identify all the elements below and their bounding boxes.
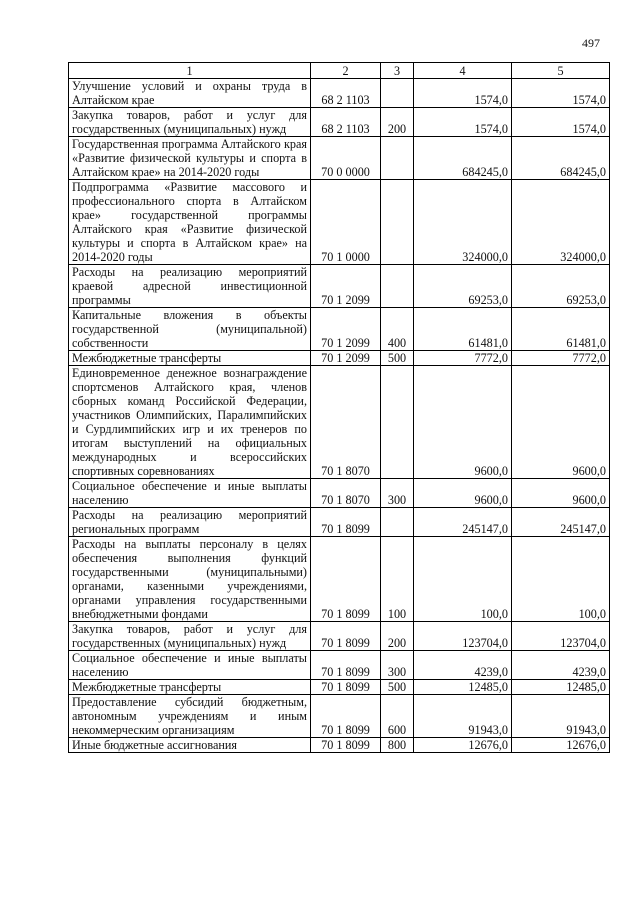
table-row	[69, 738, 610, 753]
row-value-col4: 61481,0	[414, 308, 512, 351]
row-code: 70 1 8099	[311, 680, 381, 695]
header-col-5: 5	[512, 63, 610, 79]
row-name: Предоставление субсидий бюджетным, автономным учреждениям и иным некоммерческим организациям	[69, 695, 311, 738]
row-code: 70 1 8099	[311, 651, 381, 680]
table-row	[69, 108, 610, 137]
row-type	[381, 265, 414, 308]
table-row	[69, 479, 610, 508]
row-value-col5: 7772,0	[512, 351, 610, 366]
row-value-col4: 9600,0	[414, 366, 512, 479]
row-name: Социальное обеспечение и иные выплаты населению	[69, 651, 311, 680]
row-type: 400	[381, 308, 414, 351]
row-code: 70 1 2099	[311, 351, 381, 366]
row-value-col5: 1574,0	[512, 79, 610, 108]
row-value-col5: 324000,0	[512, 180, 610, 265]
row-type: 600	[381, 695, 414, 738]
budget-table	[68, 62, 610, 753]
row-value-col5: 1574,0	[512, 108, 610, 137]
row-name: Межбюджетные трансферты	[69, 680, 311, 695]
header-col-1: 1	[69, 63, 311, 79]
table-row	[69, 366, 610, 479]
row-value-col4: 69253,0	[414, 265, 512, 308]
row-code: 70 1 8099	[311, 622, 381, 651]
row-type	[381, 366, 414, 479]
table-row	[69, 537, 610, 622]
row-code: 68 2 1103	[311, 108, 381, 137]
row-code: 70 1 8099	[311, 508, 381, 537]
row-value-col5: 12676,0	[512, 738, 610, 753]
row-value-col4: 123704,0	[414, 622, 512, 651]
table-row	[69, 680, 610, 695]
row-name: Иные бюджетные ассигнования	[69, 738, 311, 753]
table-row	[69, 308, 610, 351]
row-value-col4: 9600,0	[414, 479, 512, 508]
row-name: Государственная программа Алтайского края «Развитие физической культуры и спорта в Алтайском крае» на 2014-2020 годы	[69, 137, 311, 180]
table-row	[69, 508, 610, 537]
row-value-col5: 69253,0	[512, 265, 610, 308]
row-code: 70 1 2099	[311, 265, 381, 308]
row-value-col5: 100,0	[512, 537, 610, 622]
row-name: Расходы на реализацию мероприятий краевой адресной инвестиционной программы	[69, 265, 311, 308]
row-name: Капитальные вложения в объекты государственной (муниципальной) собственности	[69, 308, 311, 351]
row-type: 500	[381, 680, 414, 695]
header-col-3: 3	[381, 63, 414, 79]
table-row	[69, 265, 610, 308]
row-value-col4: 100,0	[414, 537, 512, 622]
row-type: 800	[381, 738, 414, 753]
row-code: 70 1 8070	[311, 366, 381, 479]
table-row	[69, 79, 610, 108]
row-value-col5: 245147,0	[512, 508, 610, 537]
row-value-col4: 4239,0	[414, 651, 512, 680]
table-row	[69, 137, 610, 180]
row-type	[381, 137, 414, 180]
row-name: Межбюджетные трансферты	[69, 351, 311, 366]
row-name: Расходы на выплаты персоналу в целях обеспечения выполнения функций государственными (муниципальными) органами, казенными учреждениями, органами управления государственными внебюджетными фондами	[69, 537, 311, 622]
row-code: 70 1 2099	[311, 308, 381, 351]
row-name: Социальное обеспечение и иные выплаты населению	[69, 479, 311, 508]
row-value-col4: 91943,0	[414, 695, 512, 738]
row-value-col5: 9600,0	[512, 479, 610, 508]
row-value-col4: 324000,0	[414, 180, 512, 265]
row-value-col5: 61481,0	[512, 308, 610, 351]
row-name: Закупка товаров, работ и услуг для государственных (муниципальных) нужд	[69, 622, 311, 651]
row-type: 300	[381, 651, 414, 680]
row-type	[381, 180, 414, 265]
row-type	[381, 79, 414, 108]
header-col-4: 4	[414, 63, 512, 79]
row-value-col5: 12485,0	[512, 680, 610, 695]
table-row	[69, 622, 610, 651]
row-code: 70 1 8099	[311, 738, 381, 753]
table-row	[69, 180, 610, 265]
row-code: 68 2 1103	[311, 79, 381, 108]
row-type	[381, 508, 414, 537]
row-type: 200	[381, 108, 414, 137]
row-type: 100	[381, 537, 414, 622]
table-row	[69, 651, 610, 680]
row-name: Единовременное денежное вознаграждение спортсменов Алтайского края, членов сборных команд Российской Федерации, участников Олимпийских, Паралимпийских и Сурдлимпийских игр и их тренеров по итогам выступлений на официальных международных и всероссийских спортивных соревнованиях	[69, 366, 311, 479]
row-value-col5: 4239,0	[512, 651, 610, 680]
row-name: Улучшение условий и охраны труда в Алтайском крае	[69, 79, 311, 108]
row-code: 70 0 0000	[311, 137, 381, 180]
row-value-col5: 684245,0	[512, 137, 610, 180]
row-code: 70 1 8070	[311, 479, 381, 508]
row-value-col4: 12485,0	[414, 680, 512, 695]
row-type: 200	[381, 622, 414, 651]
row-code: 70 1 0000	[311, 180, 381, 265]
row-value-col4: 12676,0	[414, 738, 512, 753]
header-row	[69, 63, 610, 79]
table-row	[69, 351, 610, 366]
page-number: 497	[582, 36, 600, 50]
row-type: 300	[381, 479, 414, 508]
row-value-col5: 91943,0	[512, 695, 610, 738]
row-value-col4: 245147,0	[414, 508, 512, 537]
row-value-col4: 7772,0	[414, 351, 512, 366]
row-value-col4: 684245,0	[414, 137, 512, 180]
row-name: Расходы на реализацию мероприятий региональных программ	[69, 508, 311, 537]
row-code: 70 1 8099	[311, 537, 381, 622]
header-col-2: 2	[311, 63, 381, 79]
row-type: 500	[381, 351, 414, 366]
row-name: Закупка товаров, работ и услуг для государственных (муниципальных) нужд	[69, 108, 311, 137]
row-value-col5: 123704,0	[512, 622, 610, 651]
row-value-col5: 9600,0	[512, 366, 610, 479]
table-row	[69, 695, 610, 738]
row-code: 70 1 8099	[311, 695, 381, 738]
row-value-col4: 1574,0	[414, 108, 512, 137]
row-value-col4: 1574,0	[414, 79, 512, 108]
row-name: Подпрограмма «Развитие массового и профессионального спорта в Алтайском крае» государственной программы Алтайского края «Развитие физической культуры и спорта в Алтайском крае» на 2014-2020 годы	[69, 180, 311, 265]
